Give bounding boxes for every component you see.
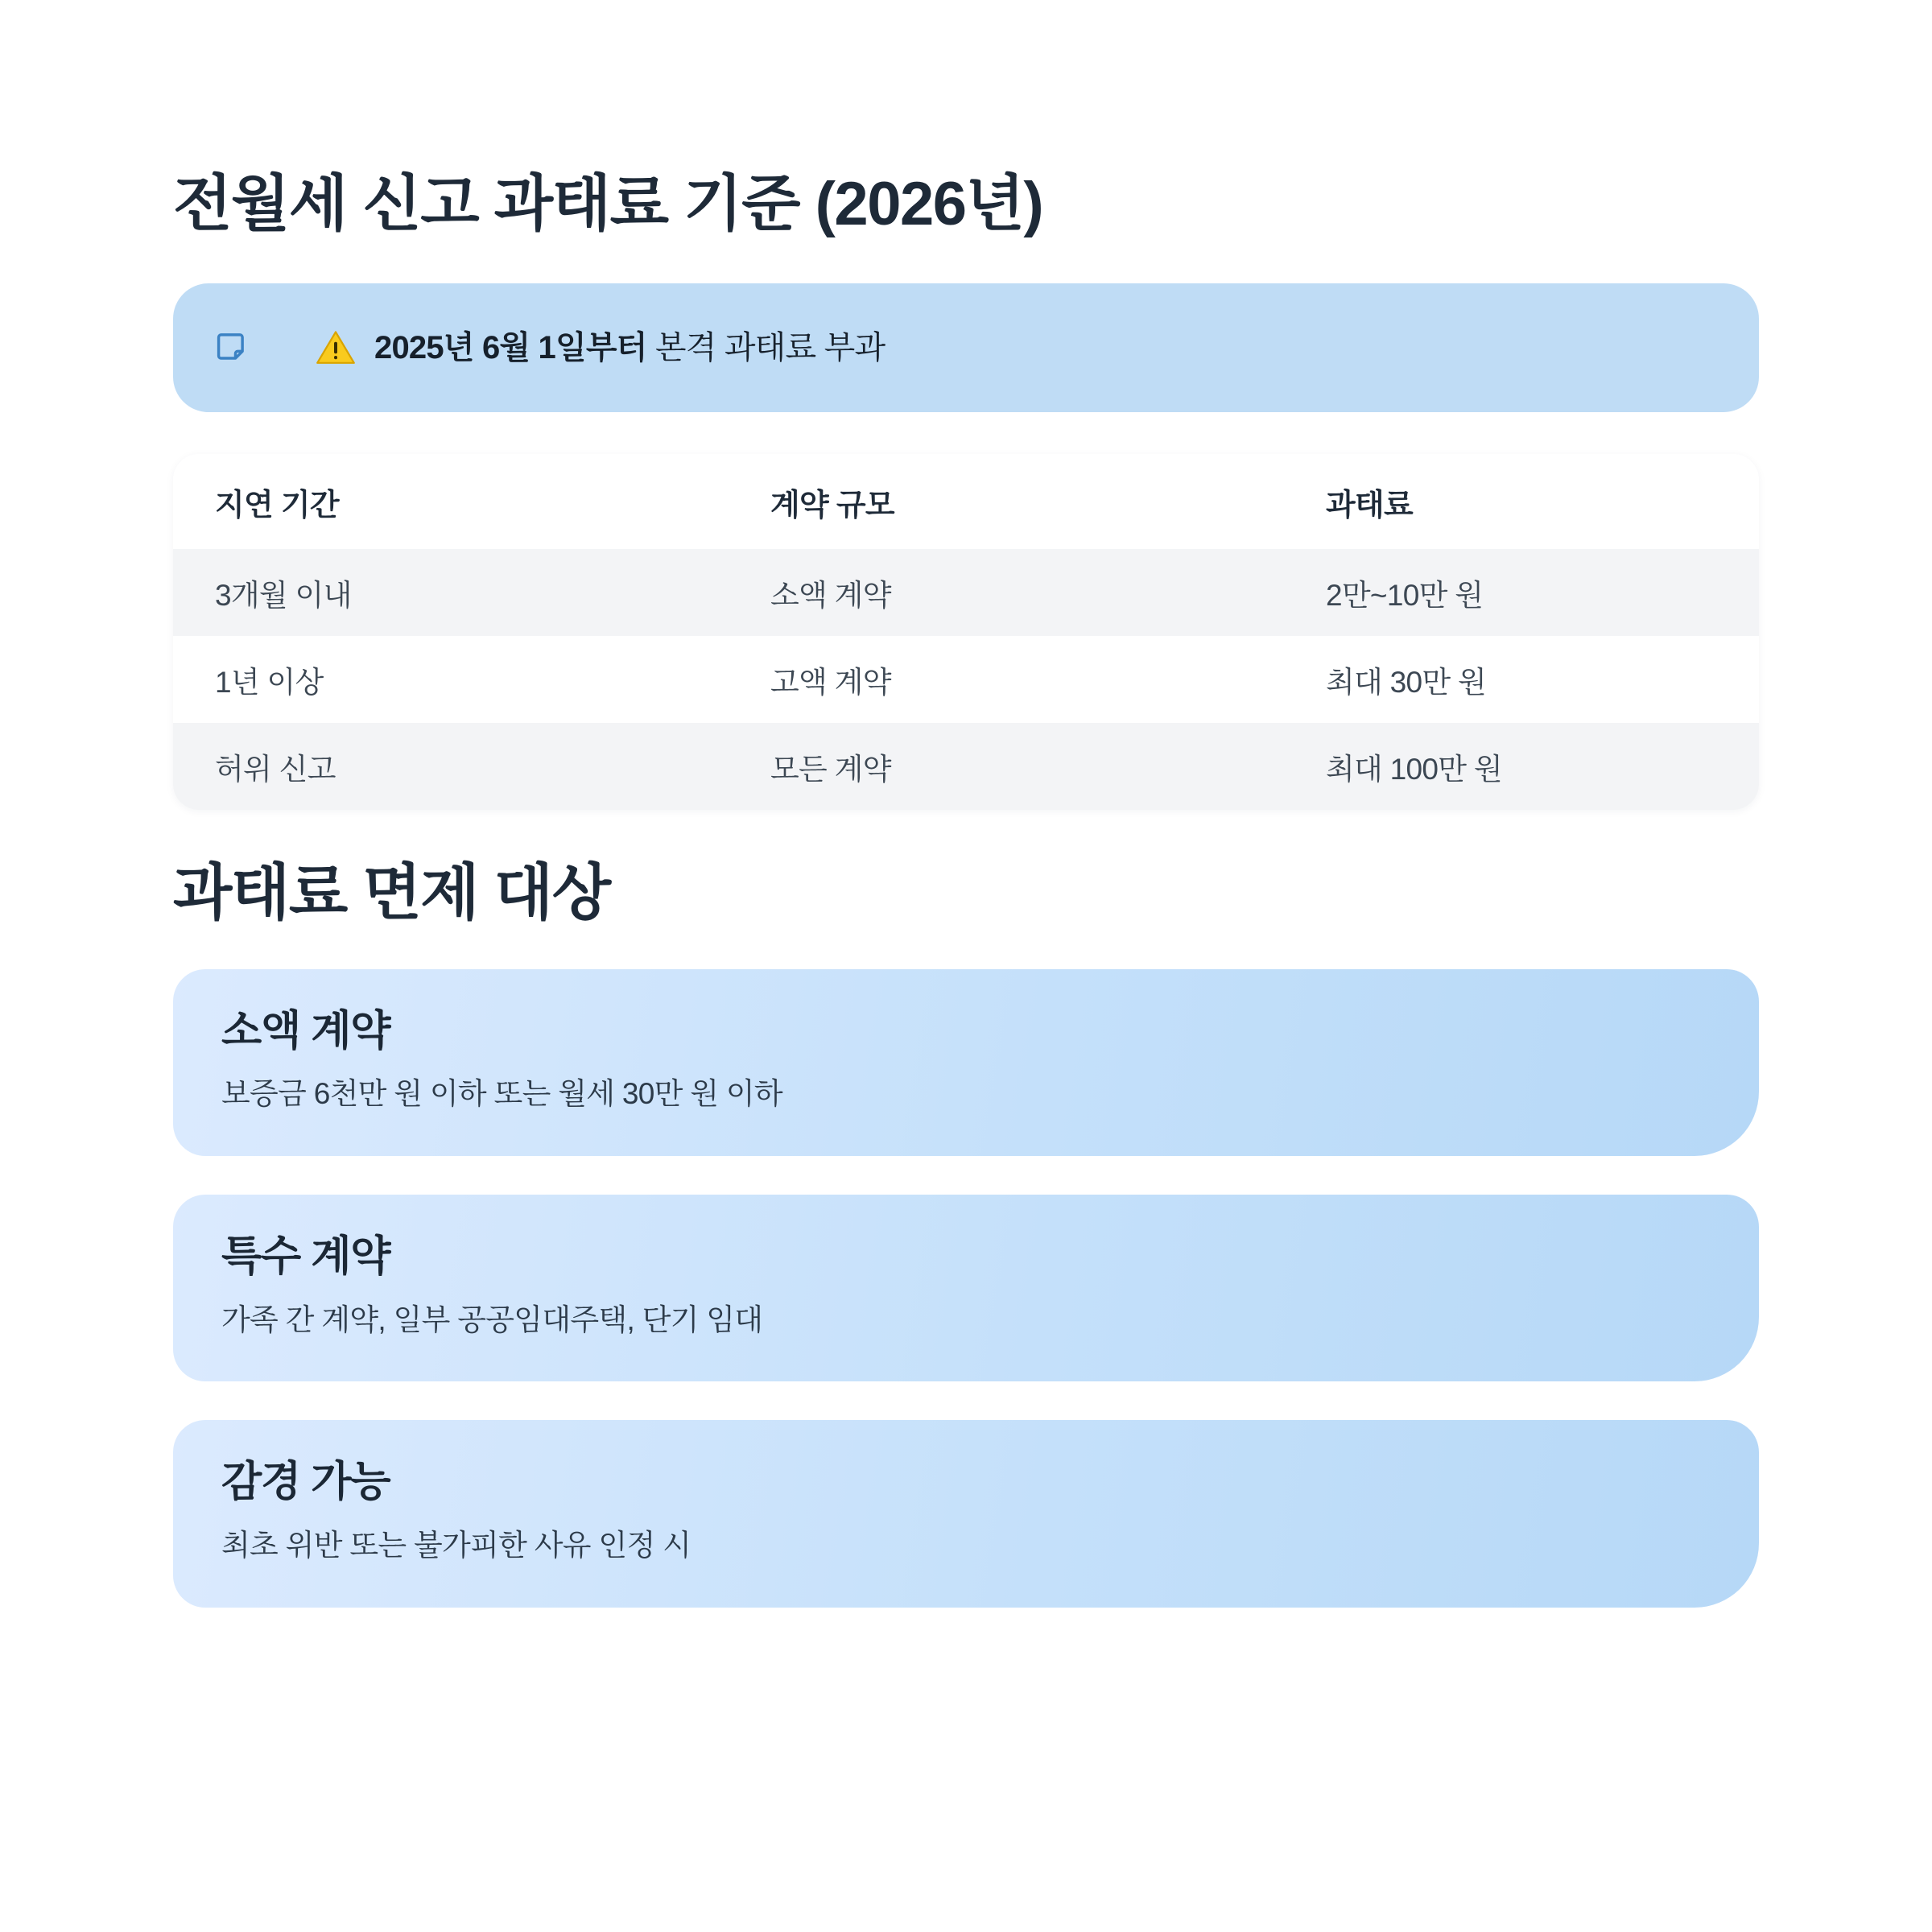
column-header-scale: 계약 규모	[770, 488, 894, 522]
table-row	[173, 723, 1759, 810]
cell-period: 허위 신고	[215, 753, 336, 786]
notice-strong: 2025년 6월 1일부터	[374, 330, 647, 366]
table-row	[173, 636, 1759, 723]
table-header-row	[173, 454, 1759, 549]
notice-rest: 본격 과태료 부과	[646, 330, 886, 366]
note-icon	[215, 329, 252, 366]
cell-fine: 최대 30만 원	[1326, 666, 1487, 700]
notice-banner	[173, 283, 1759, 412]
card-description: 보증금 6천만 원 이하 또는 월세 30만 원 이하	[221, 1077, 782, 1111]
column-header-fine: 과태료	[1326, 488, 1414, 522]
cell-fine: 최대 100만 원	[1326, 753, 1502, 786]
card-title: 감경 가능	[221, 1459, 390, 1506]
warning-icon	[315, 328, 357, 367]
card-description: 가족 간 계약, 일부 공공임대주택, 단기 임대	[221, 1302, 763, 1336]
notice-text	[374, 327, 885, 369]
card-description: 최초 위반 또는 불가피한 사유 인정 시	[221, 1528, 691, 1562]
cell-scale: 모든 계약	[770, 753, 891, 786]
exemption-title: 과태료 면제 대상	[173, 859, 610, 928]
exemption-card-reduction	[173, 1420, 1759, 1607]
cell-period: 3개월 이내	[215, 579, 352, 613]
card-title: 소액 계약	[221, 1007, 390, 1055]
page-title: 전월세 신고 과태료 기준 (2026년)	[173, 170, 1043, 238]
cell-fine: 2만~10만 원	[1326, 579, 1484, 613]
exemption-card-small-contract	[173, 969, 1759, 1156]
table-row	[173, 549, 1759, 636]
penalty-table	[173, 454, 1759, 810]
cell-period: 1년 이상	[215, 666, 324, 700]
cell-scale: 고액 계약	[770, 666, 891, 700]
column-header-period: 지연 기간	[215, 488, 339, 522]
cell-scale: 소액 계약	[770, 579, 891, 613]
card-title: 특수 계약	[221, 1233, 390, 1281]
exemption-card-special-contract	[173, 1195, 1759, 1381]
